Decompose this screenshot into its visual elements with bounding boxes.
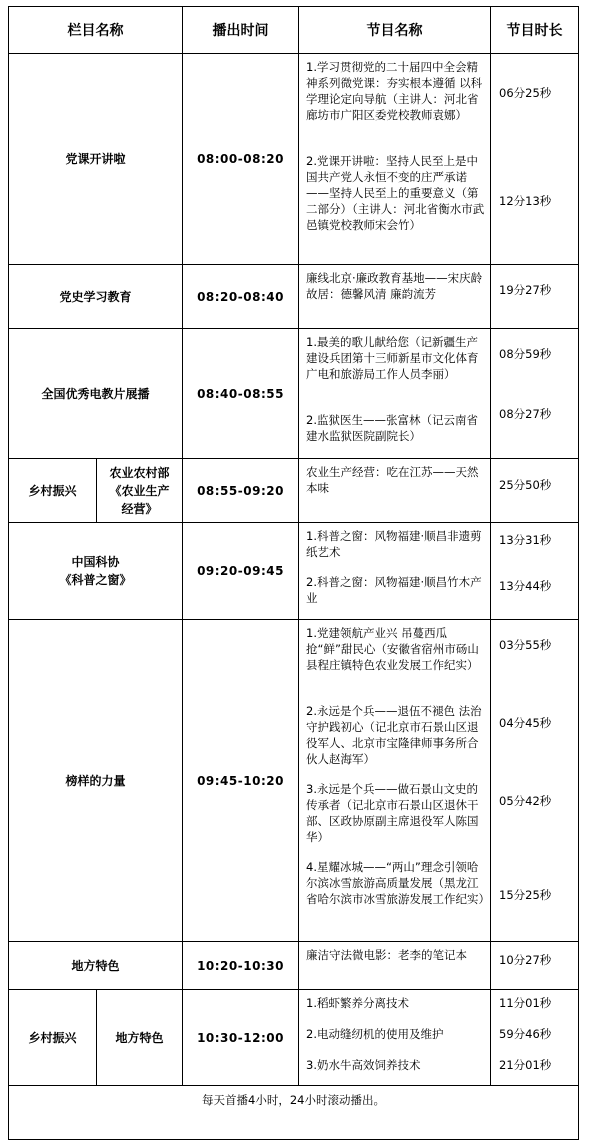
column-name-cell: 党课开讲啦: [9, 54, 183, 265]
duration-item: 05分42秒: [499, 794, 552, 808]
duration-cell: [491, 523, 579, 620]
column-name-cell: 乡村振兴: [9, 459, 97, 523]
duration-item: 12分13秒: [499, 194, 552, 208]
program-item: 1.最美的歌儿献给您（记新疆生产建设兵团第十三师新星市文化体育广电和旅游局工作人员李丽）: [306, 335, 479, 381]
duration-cell: [491, 459, 579, 523]
broadcast-time-cell: 08:40-08:55: [183, 329, 299, 459]
column-name-cell: 全国优秀电教片展播: [9, 329, 183, 459]
program-cell: [299, 620, 491, 942]
broadcast-time-cell: 09:45-10:20: [183, 620, 299, 942]
duration-item: 11分01秒: [499, 996, 552, 1010]
duration-item: 03分55秒: [499, 638, 552, 652]
duration-item: 15分25秒: [499, 888, 552, 902]
header-broadcast-time: 播出时间: [183, 7, 299, 54]
column-name-cell: 乡村振兴: [9, 990, 97, 1086]
duration-item: 08分27秒: [499, 407, 552, 421]
program-cell: [299, 523, 491, 620]
program-item: 1.科普之窗：风物福建·顺昌非遗剪纸艺术: [306, 529, 482, 559]
table-row: [9, 265, 579, 329]
duration-cell: [491, 265, 579, 329]
broadcast-time-cell: 10:20-10:30: [183, 942, 299, 990]
broadcast-time-cell: 10:30-12:00: [183, 990, 299, 1086]
program-cell: [299, 942, 491, 990]
duration-item: 04分45秒: [499, 716, 552, 730]
broadcast-time-cell: 08:00-08:20: [183, 54, 299, 265]
header-program-name: 节目名称: [299, 7, 491, 54]
sub-column-name-cell: [97, 459, 183, 523]
program-item: 2.永远是个兵——退伍不褪色 法治守护践初心（记北京市石景山区退役军人、北京市宝隆律师事务所合伙人赵海军）: [306, 704, 482, 766]
program-item: 2.监狱医生——张富林（记云南省建水监狱医院副院长）: [306, 413, 478, 443]
sub-column-name: 农业农村部 《农业生产 经营》: [109, 465, 170, 516]
program-item: 农业生产经营：吃在江苏——天然本味: [306, 465, 479, 495]
footer-row: [9, 1086, 579, 1140]
program-item: 廉线北京·廉政教育基地——宋庆龄故居：德馨风清 廉韵流芳: [306, 271, 483, 301]
program-item: 1.学习贯彻党的二十届四中全会精神系列微党课：夯实根本遵循 以科学理论定向导航（主讲人：河北省廊坊市广阳区委党校教师袁娜）: [306, 60, 483, 122]
duration-item: 21分01秒: [499, 1058, 552, 1072]
program-item: 3.奶水牛高效饲养技术: [306, 1058, 421, 1072]
duration-item: 25分50秒: [499, 478, 552, 492]
column-name-cell: [9, 523, 183, 620]
program-item: 4.星耀冰城——“两山”理念引领哈尔滨冰雪旅游高质量发展（黑龙江省哈尔滨市冰雪旅游发展工作纪实）: [306, 860, 490, 906]
table-row: [9, 990, 579, 1086]
duration-cell: [491, 329, 579, 459]
column-name-cell: 地方特色: [9, 942, 183, 990]
duration-item: 13分31秒: [499, 533, 552, 547]
table-row: [9, 942, 579, 990]
program-item: 1.党建领航产业兴 吊蔓西瓜抢“鲜”甜民心（安徽省宿州市砀山县程庄镇特色农业发展工作纪实）: [306, 626, 479, 672]
duration-item: 08分59秒: [499, 347, 552, 361]
footer-note: 每天首播4小时，24小时滚动播出。: [9, 1086, 579, 1140]
header-column-name: 栏目名称: [9, 7, 183, 54]
program-item: 3.永远是个兵——做石景山文史的传承者（记北京市石景山区退休干部、区政协原副主席退役军人陈国华）: [306, 782, 479, 844]
table-row: [9, 459, 579, 523]
program-item: 2.科普之窗：风物福建·顺昌竹木产业: [306, 575, 482, 605]
table-row: [9, 620, 579, 942]
duration-item: 13分44秒: [499, 579, 552, 593]
table-row: [9, 329, 579, 459]
program-item: 2.党课开讲啦：坚持人民至上是中国共产党人永恒不变的庄严承诺——坚持人民至上的重要意义（第二部分）（主讲人：河北省衡水市武邑镇党校教师宋会竹）: [306, 154, 485, 232]
duration-cell: [491, 990, 579, 1086]
duration-item: 10分27秒: [499, 953, 552, 967]
schedule-table: [8, 6, 579, 1140]
broadcast-time-cell: 08:20-08:40: [183, 265, 299, 329]
sub-column-name-cell: 地方特色: [97, 990, 183, 1086]
broadcast-time-cell: 09:20-09:45: [183, 523, 299, 620]
program-cell: [299, 990, 491, 1086]
program-item: 1.稻虾繁养分离技术: [306, 996, 409, 1010]
header-row: [9, 7, 579, 54]
program-item: 廉洁守法微电影：老李的笔记本: [306, 948, 467, 962]
program-cell: [299, 265, 491, 329]
duration-cell: [491, 620, 579, 942]
program-cell: [299, 329, 491, 459]
table-row: [9, 523, 579, 620]
duration-cell: [491, 942, 579, 990]
header-duration: 节目时长: [491, 7, 579, 54]
column-name: 中国科协 《科普之窗》: [59, 555, 132, 587]
broadcast-time-cell: 08:55-09:20: [183, 459, 299, 523]
duration-item: 19分27秒: [499, 283, 552, 297]
program-item: 2.电动缝纫机的使用及维护: [306, 1027, 444, 1041]
table-row: [9, 54, 579, 265]
program-cell: [299, 54, 491, 265]
duration-item: 06分25秒: [499, 86, 552, 100]
column-name-cell: 党史学习教育: [9, 265, 183, 329]
column-name-cell: 榜样的力量: [9, 620, 183, 942]
duration-item: 59分46秒: [499, 1027, 552, 1041]
program-cell: [299, 459, 491, 523]
duration-cell: [491, 54, 579, 265]
